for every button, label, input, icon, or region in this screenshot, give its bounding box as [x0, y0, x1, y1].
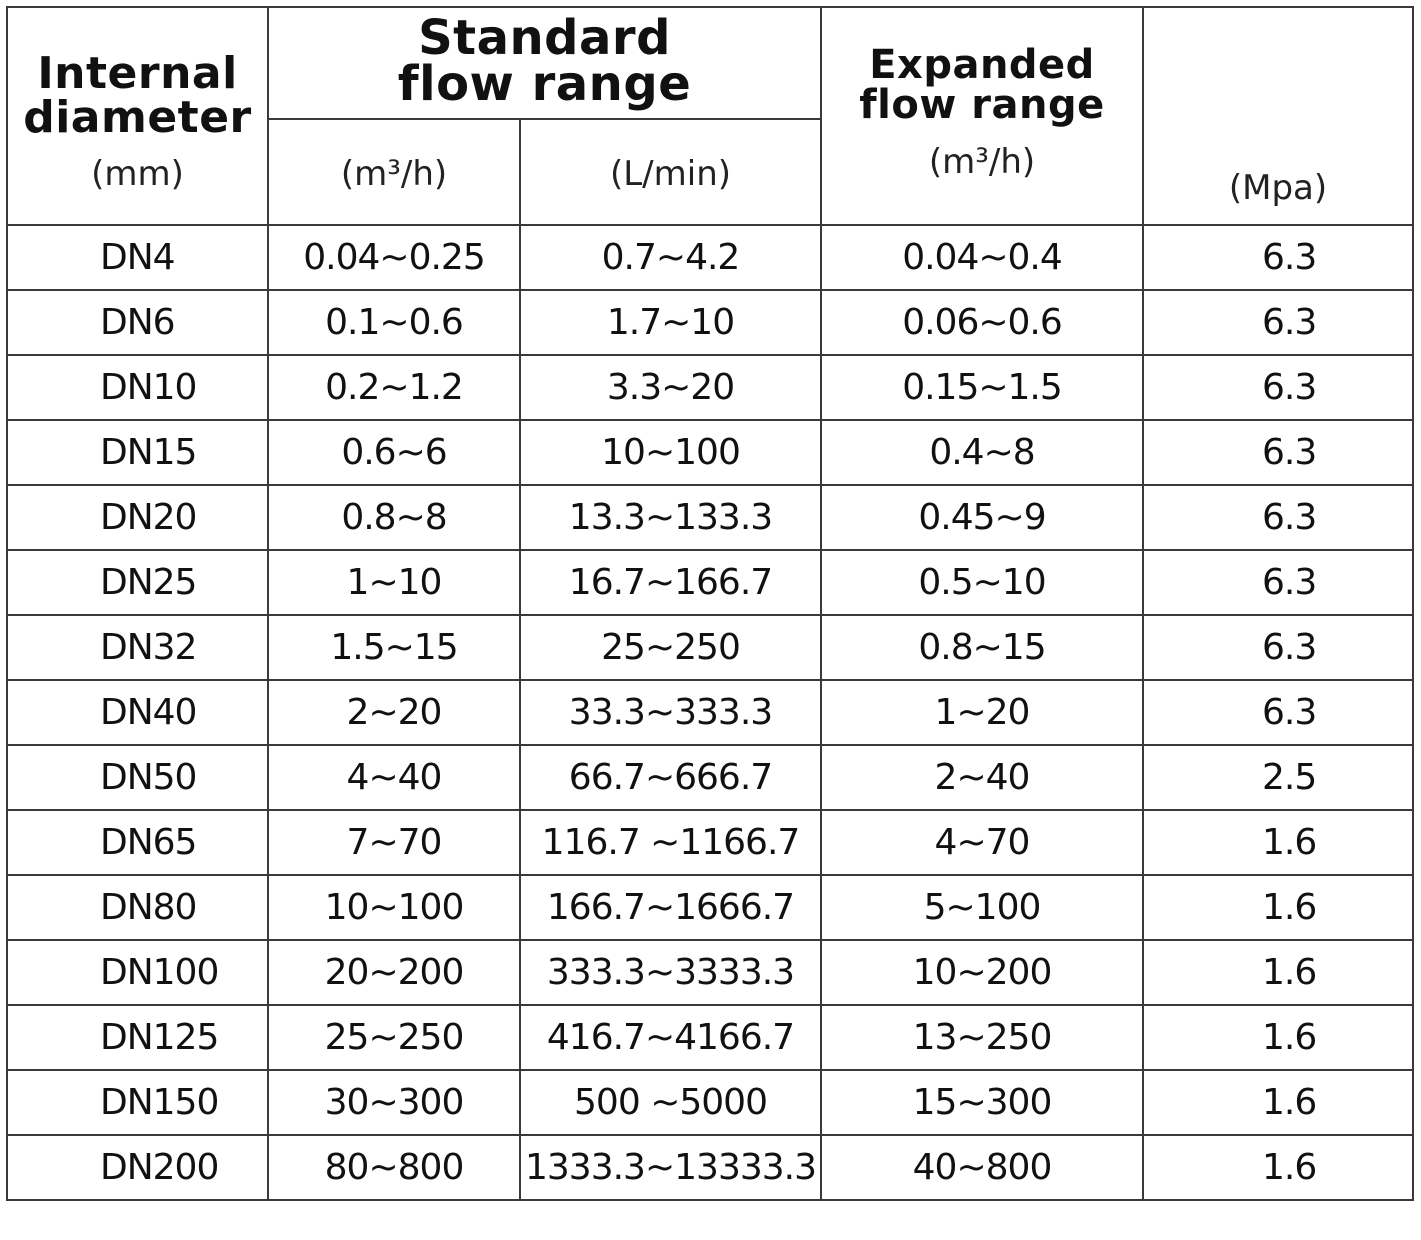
table-row [7, 875, 1413, 940]
cell-standard-lmin: 16.7~166.7 [520, 550, 821, 615]
standard-title-line1: Standard [418, 10, 671, 66]
cell-expanded-m3h: 1~20 [821, 680, 1143, 745]
cell-diameter: DN20 [7, 485, 268, 550]
flow-range-table [6, 6, 1414, 1201]
header-internal-diameter [7, 7, 268, 225]
cell-standard-m3h: 2~20 [268, 680, 520, 745]
table-row [7, 485, 1413, 550]
standard-unit-lmin: (L/min) [609, 154, 732, 194]
cell-standard-lmin: 166.7~1666.7 [520, 875, 821, 940]
cell-pressure: 1.6 [1143, 1005, 1413, 1070]
expanded-title-line2: flow range [859, 82, 1105, 128]
cell-standard-m3h: 1.5~15 [268, 615, 520, 680]
cell-pressure: 2.5 [1143, 745, 1413, 810]
cell-pressure: 6.3 [1143, 615, 1413, 680]
cell-standard-lmin: 1.7~10 [520, 290, 821, 355]
cell-standard-lmin: 0.7~4.2 [520, 225, 821, 290]
cell-diameter: DN40 [7, 680, 268, 745]
table-row [7, 420, 1413, 485]
table-row [7, 355, 1413, 420]
cell-standard-lmin: 10~100 [520, 420, 821, 485]
cell-standard-m3h: 25~250 [268, 1005, 520, 1070]
cell-pressure: 6.3 [1143, 290, 1413, 355]
cell-expanded-m3h: 2~40 [821, 745, 1143, 810]
cell-diameter: DN15 [7, 420, 268, 485]
expanded-unit: (m³/h) [928, 142, 1036, 182]
diameter-title-line1: Internal [37, 48, 238, 99]
cell-expanded-m3h: 0.8~15 [821, 615, 1143, 680]
table-row [7, 1070, 1413, 1135]
cell-standard-m3h: 7~70 [268, 810, 520, 875]
cell-expanded-m3h: 10~200 [821, 940, 1143, 1005]
table-row [7, 550, 1413, 615]
cell-expanded-m3h: 4~70 [821, 810, 1143, 875]
cell-expanded-m3h: 15~300 [821, 1070, 1143, 1135]
standard-title-line2: flow range [397, 56, 692, 112]
cell-standard-lmin: 416.7~4166.7 [520, 1005, 821, 1070]
cell-pressure: 1.6 [1143, 1070, 1413, 1135]
cell-pressure: 1.6 [1143, 875, 1413, 940]
table-row [7, 810, 1413, 875]
table-row [7, 225, 1413, 290]
cell-pressure: 1.6 [1143, 940, 1413, 1005]
table-row [7, 1135, 1413, 1200]
cell-standard-lmin: 25~250 [520, 615, 821, 680]
cell-diameter: DN200 [7, 1135, 268, 1200]
table-row [7, 680, 1413, 745]
cell-diameter: DN10 [7, 355, 268, 420]
flow-range-spec-sheet [6, 6, 1412, 1234]
cell-expanded-m3h: 0.4~8 [821, 420, 1143, 485]
cell-pressure: 6.3 [1143, 225, 1413, 290]
cell-expanded-m3h: 5~100 [821, 875, 1143, 940]
cell-standard-lmin: 33.3~333.3 [520, 680, 821, 745]
cell-standard-lmin: 500 ~5000 [520, 1070, 821, 1135]
cell-diameter: DN150 [7, 1070, 268, 1135]
cell-standard-m3h: 0.2~1.2 [268, 355, 520, 420]
cell-pressure: 6.3 [1143, 680, 1413, 745]
cell-expanded-m3h: 0.06~0.6 [821, 290, 1143, 355]
table-row [7, 1005, 1413, 1070]
cell-standard-m3h: 0.04~0.25 [268, 225, 520, 290]
cell-standard-m3h: 20~200 [268, 940, 520, 1005]
table-row [7, 745, 1413, 810]
header-expanded-flow-range [821, 7, 1143, 225]
cell-expanded-m3h: 0.5~10 [821, 550, 1143, 615]
cell-standard-lmin: 13.3~133.3 [520, 485, 821, 550]
cell-standard-m3h: 10~100 [268, 875, 520, 940]
diameter-unit: (mm) [91, 154, 184, 194]
cell-expanded-m3h: 13~250 [821, 1005, 1143, 1070]
cell-standard-m3h: 0.6~6 [268, 420, 520, 485]
cell-pressure: 6.3 [1143, 550, 1413, 615]
cell-standard-m3h: 80~800 [268, 1135, 520, 1200]
cell-diameter: DN100 [7, 940, 268, 1005]
cell-pressure: 6.3 [1143, 355, 1413, 420]
cell-expanded-m3h: 0.15~1.5 [821, 355, 1143, 420]
cell-expanded-m3h: 40~800 [821, 1135, 1143, 1200]
cell-standard-m3h: 30~300 [268, 1070, 520, 1135]
header-standard-m3h [268, 119, 520, 225]
header-standard-lmin [520, 119, 821, 225]
cell-standard-lmin: 3.3~20 [520, 355, 821, 420]
cell-pressure: 6.3 [1143, 485, 1413, 550]
cell-diameter: DN4 [7, 225, 268, 290]
cell-diameter: DN65 [7, 810, 268, 875]
expanded-title-line1: Expanded [869, 42, 1095, 88]
header-row-top [7, 7, 1413, 119]
table-row [7, 940, 1413, 1005]
cell-standard-m3h: 4~40 [268, 745, 520, 810]
cell-standard-m3h: 0.8~8 [268, 485, 520, 550]
cell-standard-m3h: 1~10 [268, 550, 520, 615]
cell-expanded-m3h: 0.04~0.4 [821, 225, 1143, 290]
cell-standard-lmin: 333.3~3333.3 [520, 940, 821, 1005]
header-standard-flow-range [268, 7, 821, 119]
cell-diameter: DN80 [7, 875, 268, 940]
diameter-title-line2: diameter [23, 92, 252, 143]
pressure-unit: (Mpa) [1228, 168, 1328, 208]
cell-diameter: DN6 [7, 290, 268, 355]
cell-pressure: 1.6 [1143, 810, 1413, 875]
cell-diameter: DN25 [7, 550, 268, 615]
cell-pressure: 6.3 [1143, 420, 1413, 485]
cell-expanded-m3h: 0.45~9 [821, 485, 1143, 550]
cell-standard-lmin: 66.7~666.7 [520, 745, 821, 810]
cell-diameter: DN32 [7, 615, 268, 680]
cell-diameter: DN50 [7, 745, 268, 810]
header-pressure [1143, 7, 1413, 225]
cell-pressure: 1.6 [1143, 1135, 1413, 1200]
table-row [7, 290, 1413, 355]
cell-standard-lmin: 116.7 ~1166.7 [520, 810, 821, 875]
table-row [7, 615, 1413, 680]
cell-standard-lmin: 1333.3~13333.3 [520, 1135, 821, 1200]
cell-standard-m3h: 0.1~0.6 [268, 290, 520, 355]
standard-unit-m3h: (m³/h) [340, 154, 448, 194]
cell-diameter: DN125 [7, 1005, 268, 1070]
